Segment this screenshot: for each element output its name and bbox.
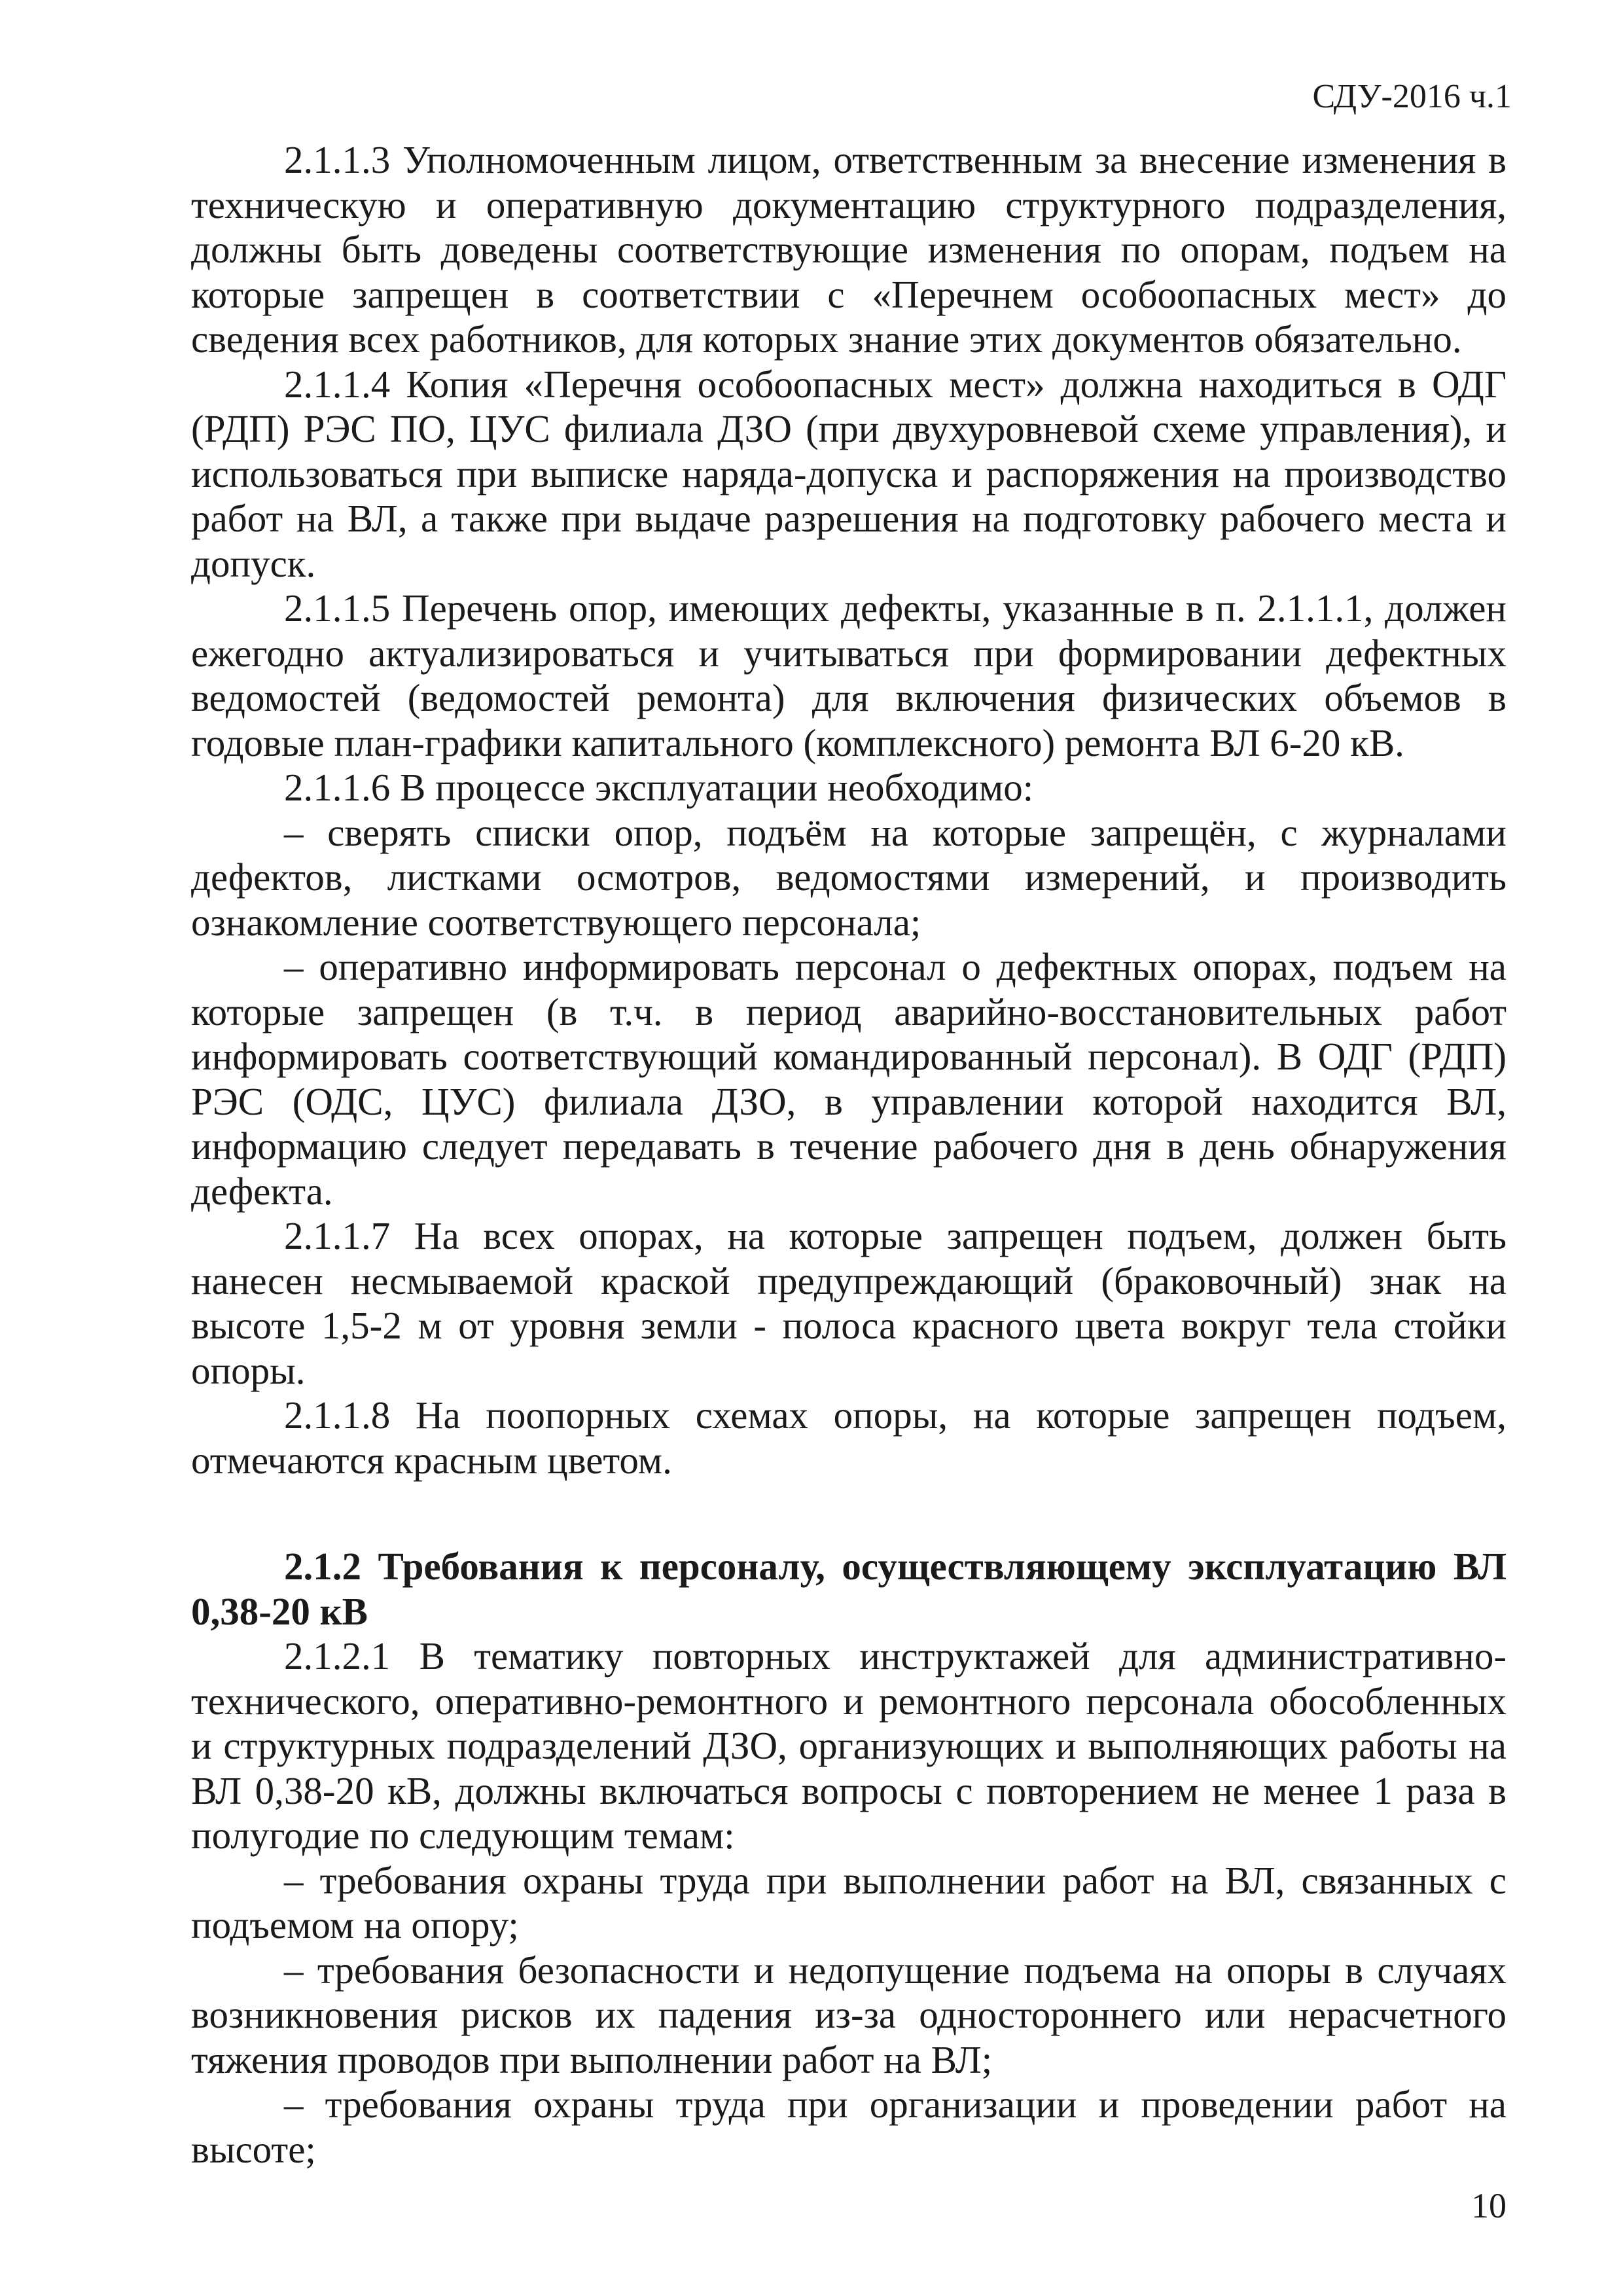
paragraph-2-1-1-6: 2.1.1.6 В процессе эксплуатации необходимо: [284, 766, 1034, 809]
list-item-2-1-2-1-b: – требования безопасности и недопущение подъема на опоры в случаях возникновения рисков их падения из-за одностороннего или нерасчетного тяжения проводов при выполнении работ на ВЛ; [191, 1948, 1507, 2081]
document-body [191, 137, 1507, 2172]
list-item-2-1-1-6-a: – сверять списки опор, подъём на которые запрещён, с журналами дефектов, листками осмотров, ведомостями измерений, и производить ознакомление соответствующего персонала; [191, 810, 1507, 944]
page-number: 10 [1471, 2186, 1507, 2225]
list-item-2-1-1-6-b: – оперативно информировать персонал о дефектных опорах, подъем на которые запрещен (в т.ч. в период аварийно-восстановительных работ информировать соответствующий командированный персонал). В ОДГ (РДП) РЭС (ОДС, ЦУС) филиала ДЗО, в управлении которой находится ВЛ, информацию следует передавать в течение рабочего дня в день обнаружения дефекта. [191, 945, 1507, 1213]
paragraph-2-1-2-1: 2.1.2.1 В тематику повторных инструктажей для административно-технического, оперативно-ремонтного и ремонтного персонала обособленных и структурных подразделений ДЗО, организующих и выполняющих работы на ВЛ 0,38-20 кВ, должны включаться вопросы с повторением не менее 1 раза в полугодие по следующим темам: [191, 1634, 1507, 1857]
list-item-2-1-2-1-a: – требования охраны труда при выполнении работ на ВЛ, связанных с подъемом на опору; [191, 1858, 1507, 1946]
paragraph-2-1-1-5: 2.1.1.5 Перечень опор, имеющих дефекты, указанные в п. 2.1.1.1, должен ежегодно актуализироваться и учитываться при формировании дефектных ведомостей (ведомостей ремонта) для включения физических объемов в годовые план-графики капитального (комплексного) ремонта ВЛ 6-20 кВ. [191, 586, 1507, 764]
paragraph-2-1-1-4: 2.1.1.4 Копия «Перечня особоопасных мест» должна находиться в ОДГ (РДП) РЭС ПО, ЦУС филиала ДЗО (при двухуровневой схеме управления), и использоваться при выписке наряда-допуска и распоряжения на производство работ на ВЛ, а также при выдаче разрешения на подготовку рабочего места и допуск. [191, 362, 1507, 585]
paragraph-2-1-1-7: 2.1.1.7 На всех опорах, на которые запрещен подъем, должен быть нанесен несмываемой краской предупреждающий (браковочный) знак на высоте 1,5-2 м от уровня земли - полоса красного цвета вокруг тела стойки опоры. [191, 1214, 1507, 1392]
paragraph-2-1-1-8: 2.1.1.8 На поопорных схемах опоры, на которые запрещен подъем, отмечаются красным цветом. [191, 1393, 1507, 1482]
section-heading-2-1-2: 2.1.2 Требования к персоналу, осуществляющему эксплуатацию ВЛ 0,38-20 кВ [191, 1545, 1507, 1633]
list-item-2-1-2-1-c: – требования охраны труда при организации и проведении работ на высоте; [191, 2083, 1507, 2171]
paragraph-2-1-1-3: 2.1.1.3 Уполномоченным лицом, ответственным за внесение изменения в техническую и оперативную документацию структурного подразделения, должны быть доведены соответствующие изменения по опорам, подъем на которые запрещен в соответствии с «Перечнем особоопасных мест» до сведения всех работников, для которых знание этих документов обязательно. [191, 138, 1507, 361]
document-code: СДУ-2016 ч.1 [1312, 78, 1512, 115]
